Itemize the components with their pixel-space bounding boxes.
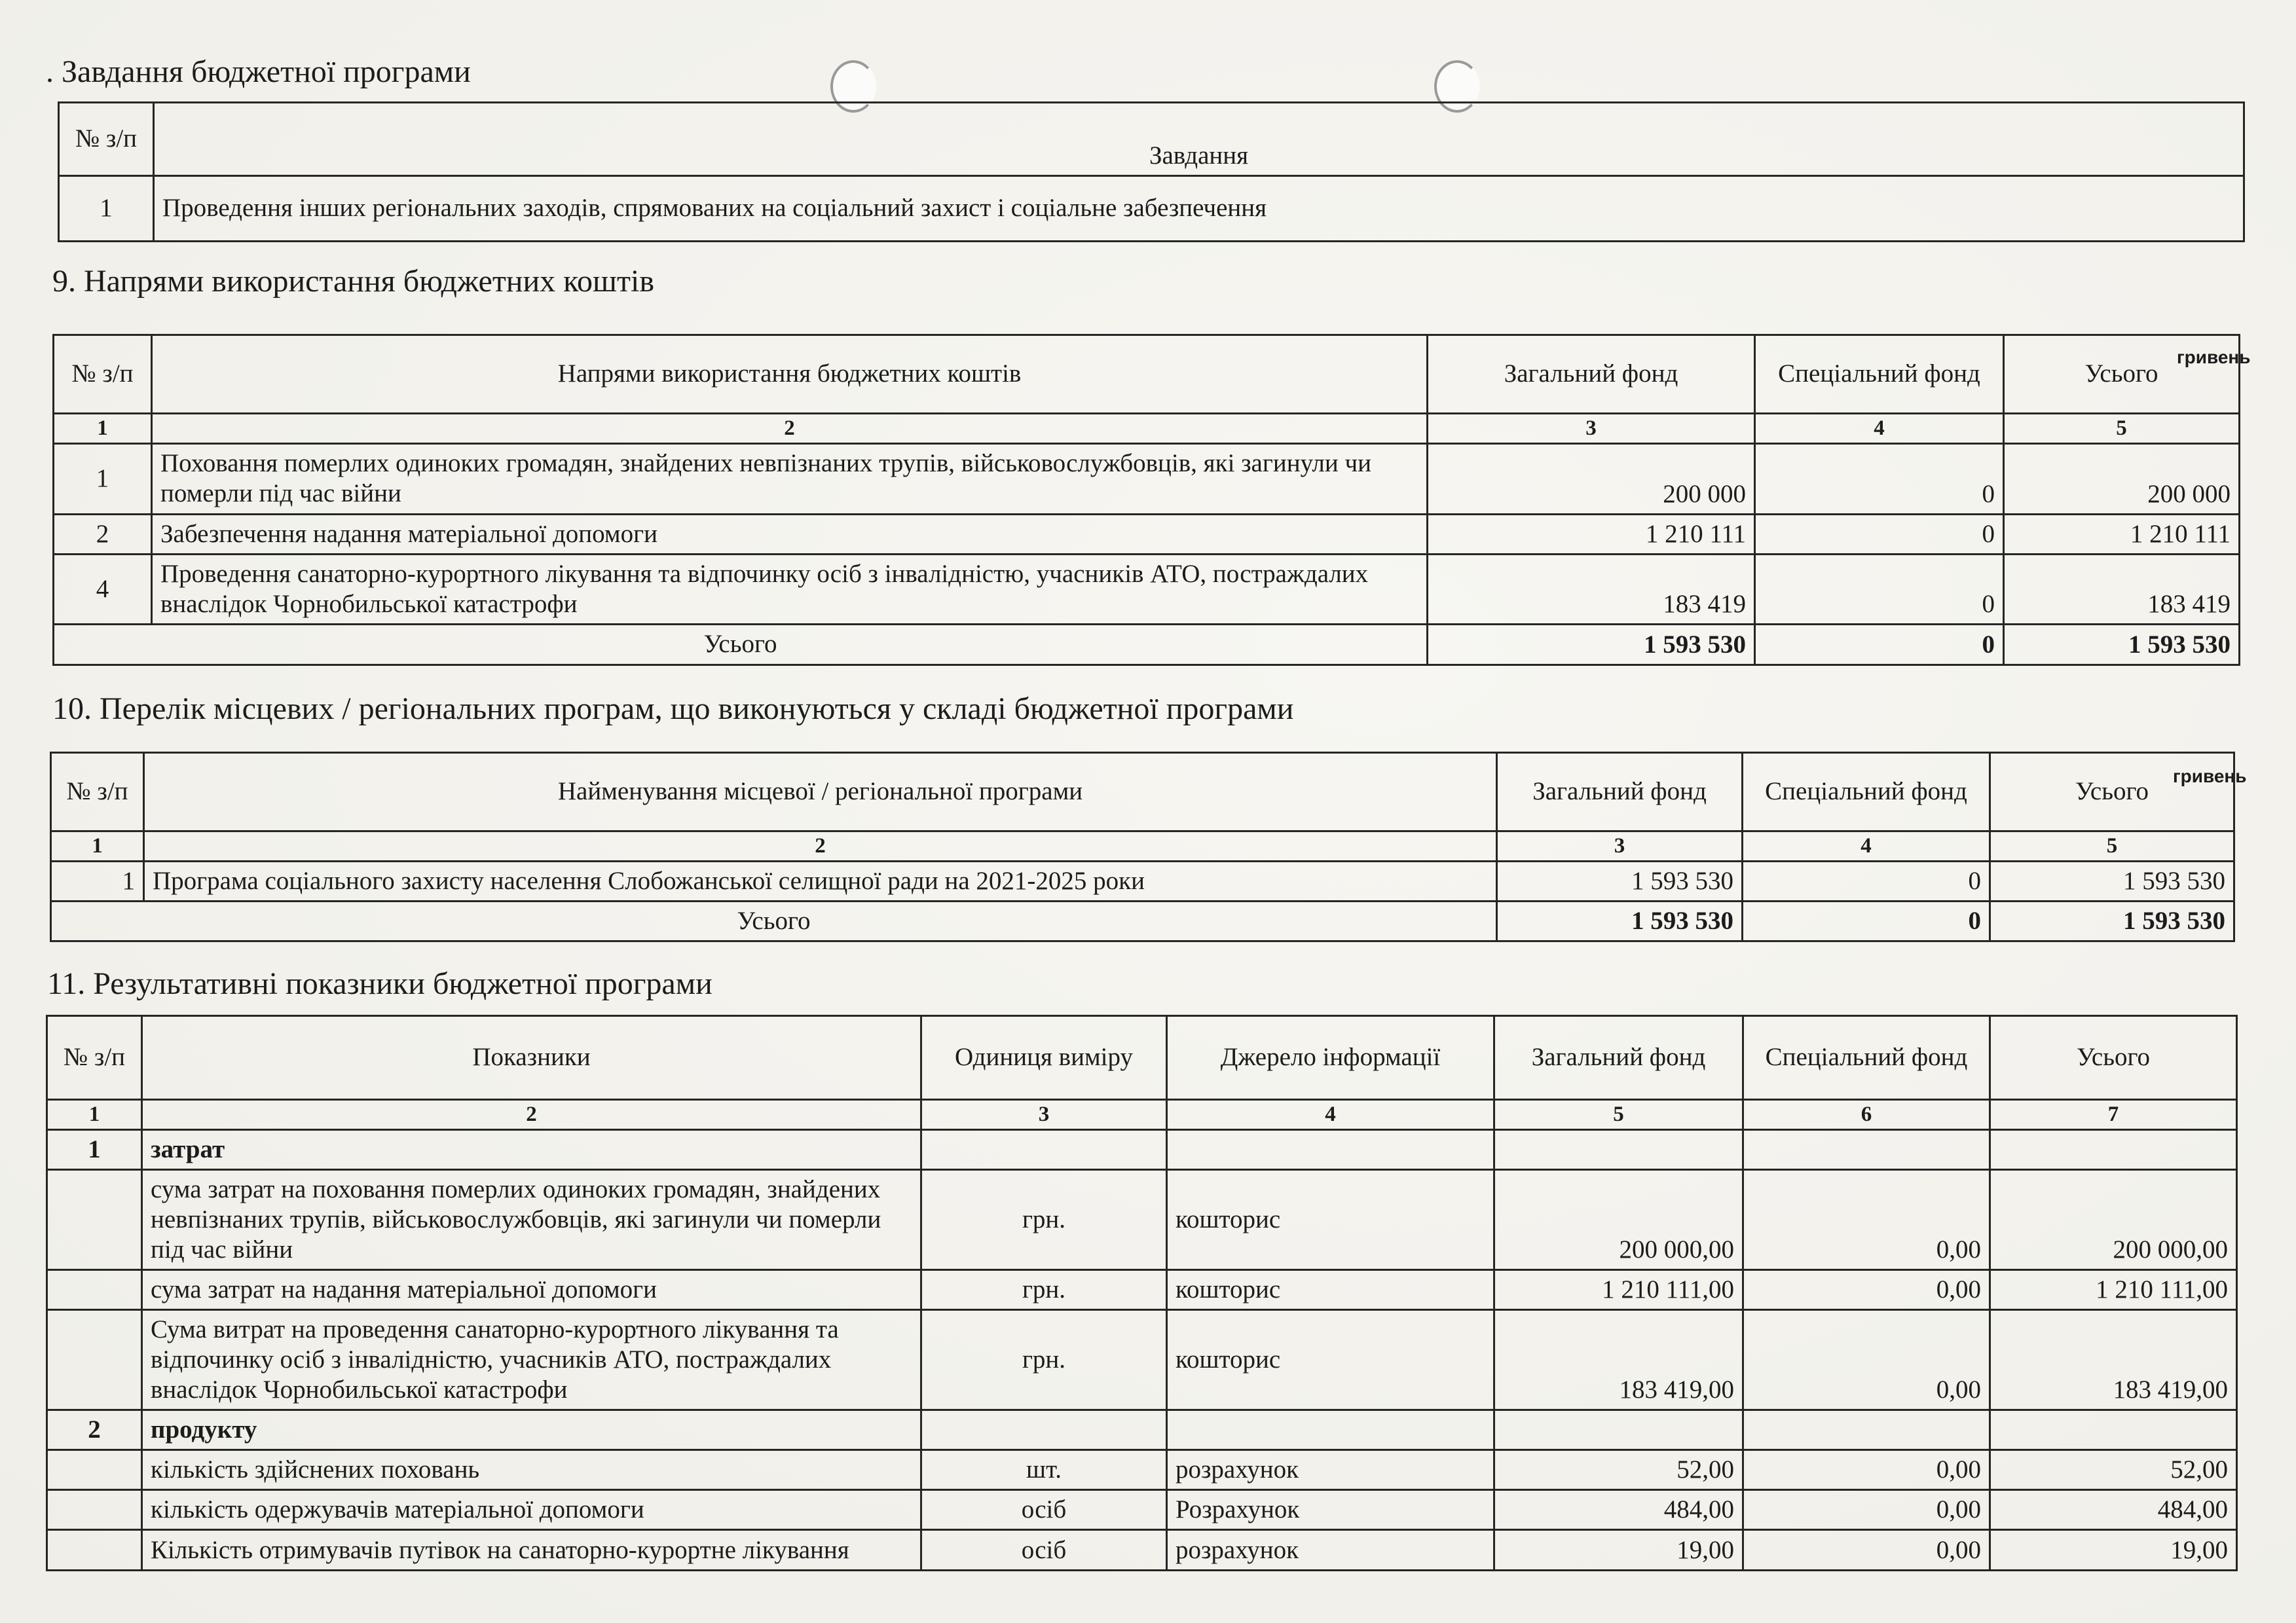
table-row: [47, 1490, 2237, 1530]
column-number: 5: [2004, 414, 2240, 444]
table-row: [47, 1270, 2237, 1310]
header-direction: Напрями використання бюджетних коштів: [152, 335, 1428, 414]
special-fund-value: 0,00: [1743, 1530, 1990, 1571]
indicator-unit: шт.: [921, 1450, 1167, 1490]
header-special-fund: Спеціальний фонд: [1755, 335, 2004, 414]
column-number: 3: [1497, 831, 1743, 862]
row-number: 2: [54, 514, 152, 554]
special-fund-value: 0,00: [1743, 1490, 1990, 1530]
section11-title: 11. Результативні показники бюджетної програми: [47, 966, 713, 1001]
section8-title: . Завдання бюджетної програми: [46, 54, 471, 89]
special-fund-value: 0,00: [1743, 1169, 1990, 1269]
header-number: № з/п: [51, 753, 144, 831]
general-fund-value: 1 210 111,00: [1494, 1270, 1743, 1310]
indicator-source: кошторис: [1167, 1270, 1494, 1310]
special-fund-value: 0: [1755, 554, 2004, 624]
indicator-unit: осіб: [921, 1490, 1167, 1530]
total-sum: 1 593 530: [1990, 901, 2234, 941]
table-row: [47, 1530, 2237, 1571]
tasks-table: [58, 101, 2245, 242]
column-number: 1: [47, 1100, 142, 1130]
header-program-name: Найменування місцевої / регіональної програми: [144, 753, 1497, 831]
indicator-source: розрахунок: [1167, 1450, 1494, 1490]
row-number: 1: [54, 443, 152, 514]
column-number: 3: [921, 1100, 1167, 1130]
general-fund-value: 1 210 111: [1428, 514, 1755, 554]
program-name: Програма соціального захисту населення Слобожанської селищної ради на 2021-2025 роки: [144, 861, 1497, 901]
indicator-source: Розрахунок: [1167, 1490, 1494, 1530]
indicator-name: сума затрат на надання матеріальної допомоги: [142, 1270, 921, 1310]
total-special-fund: 0: [1743, 901, 1990, 941]
special-fund-value: 0,00: [1743, 1310, 1990, 1410]
general-fund-value: 183 419: [1428, 554, 1755, 624]
directions-table: [52, 334, 2240, 666]
column-number: 2: [142, 1100, 921, 1130]
column-number: 2: [144, 831, 1497, 862]
table-row: [47, 1310, 2237, 1410]
table-row: [47, 1169, 2237, 1269]
indicator-name: сума затрат на поховання померлих одиноких громадян, знайдених невпізнаних трупів, військовослужбовців, які загинули чи померли під час війни: [142, 1169, 921, 1269]
special-fund-value: 0: [1743, 861, 1990, 901]
total-value: 1 210 111: [2004, 514, 2240, 554]
total-sum: 1 593 530: [2004, 624, 2240, 665]
header-special-fund: Спеціальний фонд: [1743, 1016, 1990, 1100]
total-value: 52,00: [1990, 1450, 2237, 1490]
header-task: Завдання: [154, 103, 2244, 176]
total-row: [51, 901, 2234, 941]
header-number: № з/п: [47, 1016, 142, 1100]
total-value: 484,00: [1990, 1490, 2237, 1530]
indicator-unit: грн.: [921, 1270, 1167, 1310]
header-general-fund: Загальний фонд: [1494, 1016, 1743, 1100]
total-value: 1 210 111,00: [1990, 1270, 2237, 1310]
indicator-unit: грн.: [921, 1310, 1167, 1410]
general-fund-value: 200 000,00: [1494, 1169, 1743, 1269]
general-fund-value: 200 000: [1428, 443, 1755, 514]
task-text: Проведення інших регіональних заходів, спрямованих на соціальний захист і соціальне забезпечення: [154, 176, 2244, 242]
header-total: Усього: [1990, 1016, 2237, 1100]
group-row: [47, 1410, 2237, 1450]
total-general-fund: 1 593 530: [1497, 901, 1743, 941]
header-total: Усього: [2004, 335, 2240, 414]
total-value: 200 000: [2004, 443, 2240, 514]
column-number: 4: [1743, 831, 1990, 862]
group-row: [47, 1129, 2237, 1169]
direction-name: Проведення санаторно-курортного лікування та відпочинку осіб з інвалідністю, учасників АТО, постраждалих внаслідок Чорнобильської катастрофи: [152, 554, 1428, 624]
indicator-name: Кількість отримувачів путівок на санаторно-курортне лікування: [142, 1530, 921, 1571]
special-fund-value: 0: [1755, 514, 2004, 554]
header-general-fund: Загальний фонд: [1428, 335, 1755, 414]
group-name: затрат: [142, 1129, 921, 1169]
header-number: № з/п: [54, 335, 152, 414]
special-fund-value: 0,00: [1743, 1450, 1990, 1490]
total-general-fund: 1 593 530: [1428, 624, 1755, 665]
header-number: № з/п: [59, 103, 154, 176]
column-number: 6: [1743, 1100, 1990, 1130]
column-number: 5: [1990, 831, 2234, 862]
direction-name: Поховання померлих одиноких громадян, знайдених невпізнаних трупів, військовослужбовців, які загинули чи померли під час війни: [152, 443, 1428, 514]
column-number: 5: [1494, 1100, 1743, 1130]
table-row: [54, 514, 2240, 554]
indicators-table: [46, 1015, 2238, 1571]
general-fund-value: 484,00: [1494, 1490, 1743, 1530]
indicator-name: Сума витрат на проведення санаторно-курортного лікування та відпочинку осіб з інвалідністю, учасників АТО, постраждалих внаслідок Чорнобильської катастрофи: [142, 1310, 921, 1410]
table-row: [51, 861, 2234, 901]
row-number: 1: [59, 176, 154, 242]
table-row: [54, 554, 2240, 624]
header-total: Усього: [1990, 753, 2234, 831]
total-label: Усього: [54, 624, 1428, 665]
section10-units: гривень: [2173, 766, 2247, 786]
column-number: 4: [1755, 414, 2004, 444]
column-number: 4: [1167, 1100, 1494, 1130]
table-row: [47, 1450, 2237, 1490]
indicator-unit: грн.: [921, 1169, 1167, 1269]
section9-units: гривень: [2177, 347, 2251, 367]
indicator-source: кошторис: [1167, 1169, 1494, 1269]
total-row: [54, 624, 2240, 665]
column-number: 2: [152, 414, 1428, 444]
header-special-fund: Спеціальний фонд: [1743, 753, 1990, 831]
header-general-fund: Загальний фонд: [1497, 753, 1743, 831]
general-fund-value: 19,00: [1494, 1530, 1743, 1571]
column-number: 1: [51, 831, 144, 862]
indicator-name: кількість одержувачів матеріальної допомоги: [142, 1490, 921, 1530]
special-fund-value: 0: [1755, 443, 2004, 514]
table-row: [54, 443, 2240, 514]
section10-title: 10. Перелік місцевих / регіональних програм, що виконуються у складі бюджетної програми: [52, 691, 1294, 726]
column-number: 1: [54, 414, 152, 444]
special-fund-value: 0,00: [1743, 1270, 1990, 1310]
total-label: Усього: [51, 901, 1497, 941]
column-number: 3: [1428, 414, 1755, 444]
row-number: 4: [54, 554, 152, 624]
total-value: 200 000,00: [1990, 1169, 2237, 1269]
table-row: [59, 176, 2244, 242]
header-indicators: Показники: [142, 1016, 921, 1100]
column-number: 7: [1990, 1100, 2237, 1130]
programs-table: [50, 752, 2235, 942]
section9-title: 9. Напрями використання бюджетних коштів: [52, 264, 654, 299]
total-value: 183 419: [2004, 554, 2240, 624]
header-source: Джерело інформації: [1167, 1016, 1494, 1100]
general-fund-value: 52,00: [1494, 1450, 1743, 1490]
group-name: продукту: [142, 1410, 921, 1450]
direction-name: Забезпечення надання матеріальної допомоги: [152, 514, 1428, 554]
header-unit: Одиниця виміру: [921, 1016, 1167, 1100]
total-value: 1 593 530: [1990, 861, 2234, 901]
indicator-name: кількість здійснених поховань: [142, 1450, 921, 1490]
indicator-source: кошторис: [1167, 1310, 1494, 1410]
indicator-source: розрахунок: [1167, 1530, 1494, 1571]
indicator-unit: осіб: [921, 1530, 1167, 1571]
general-fund-value: 183 419,00: [1494, 1310, 1743, 1410]
total-value: 183 419,00: [1990, 1310, 2237, 1410]
total-special-fund: 0: [1755, 624, 2004, 665]
row-number: 1: [51, 861, 144, 901]
group-number: 1: [47, 1129, 142, 1169]
total-value: 19,00: [1990, 1530, 2237, 1571]
general-fund-value: 1 593 530: [1497, 861, 1743, 901]
group-number: 2: [47, 1410, 142, 1450]
